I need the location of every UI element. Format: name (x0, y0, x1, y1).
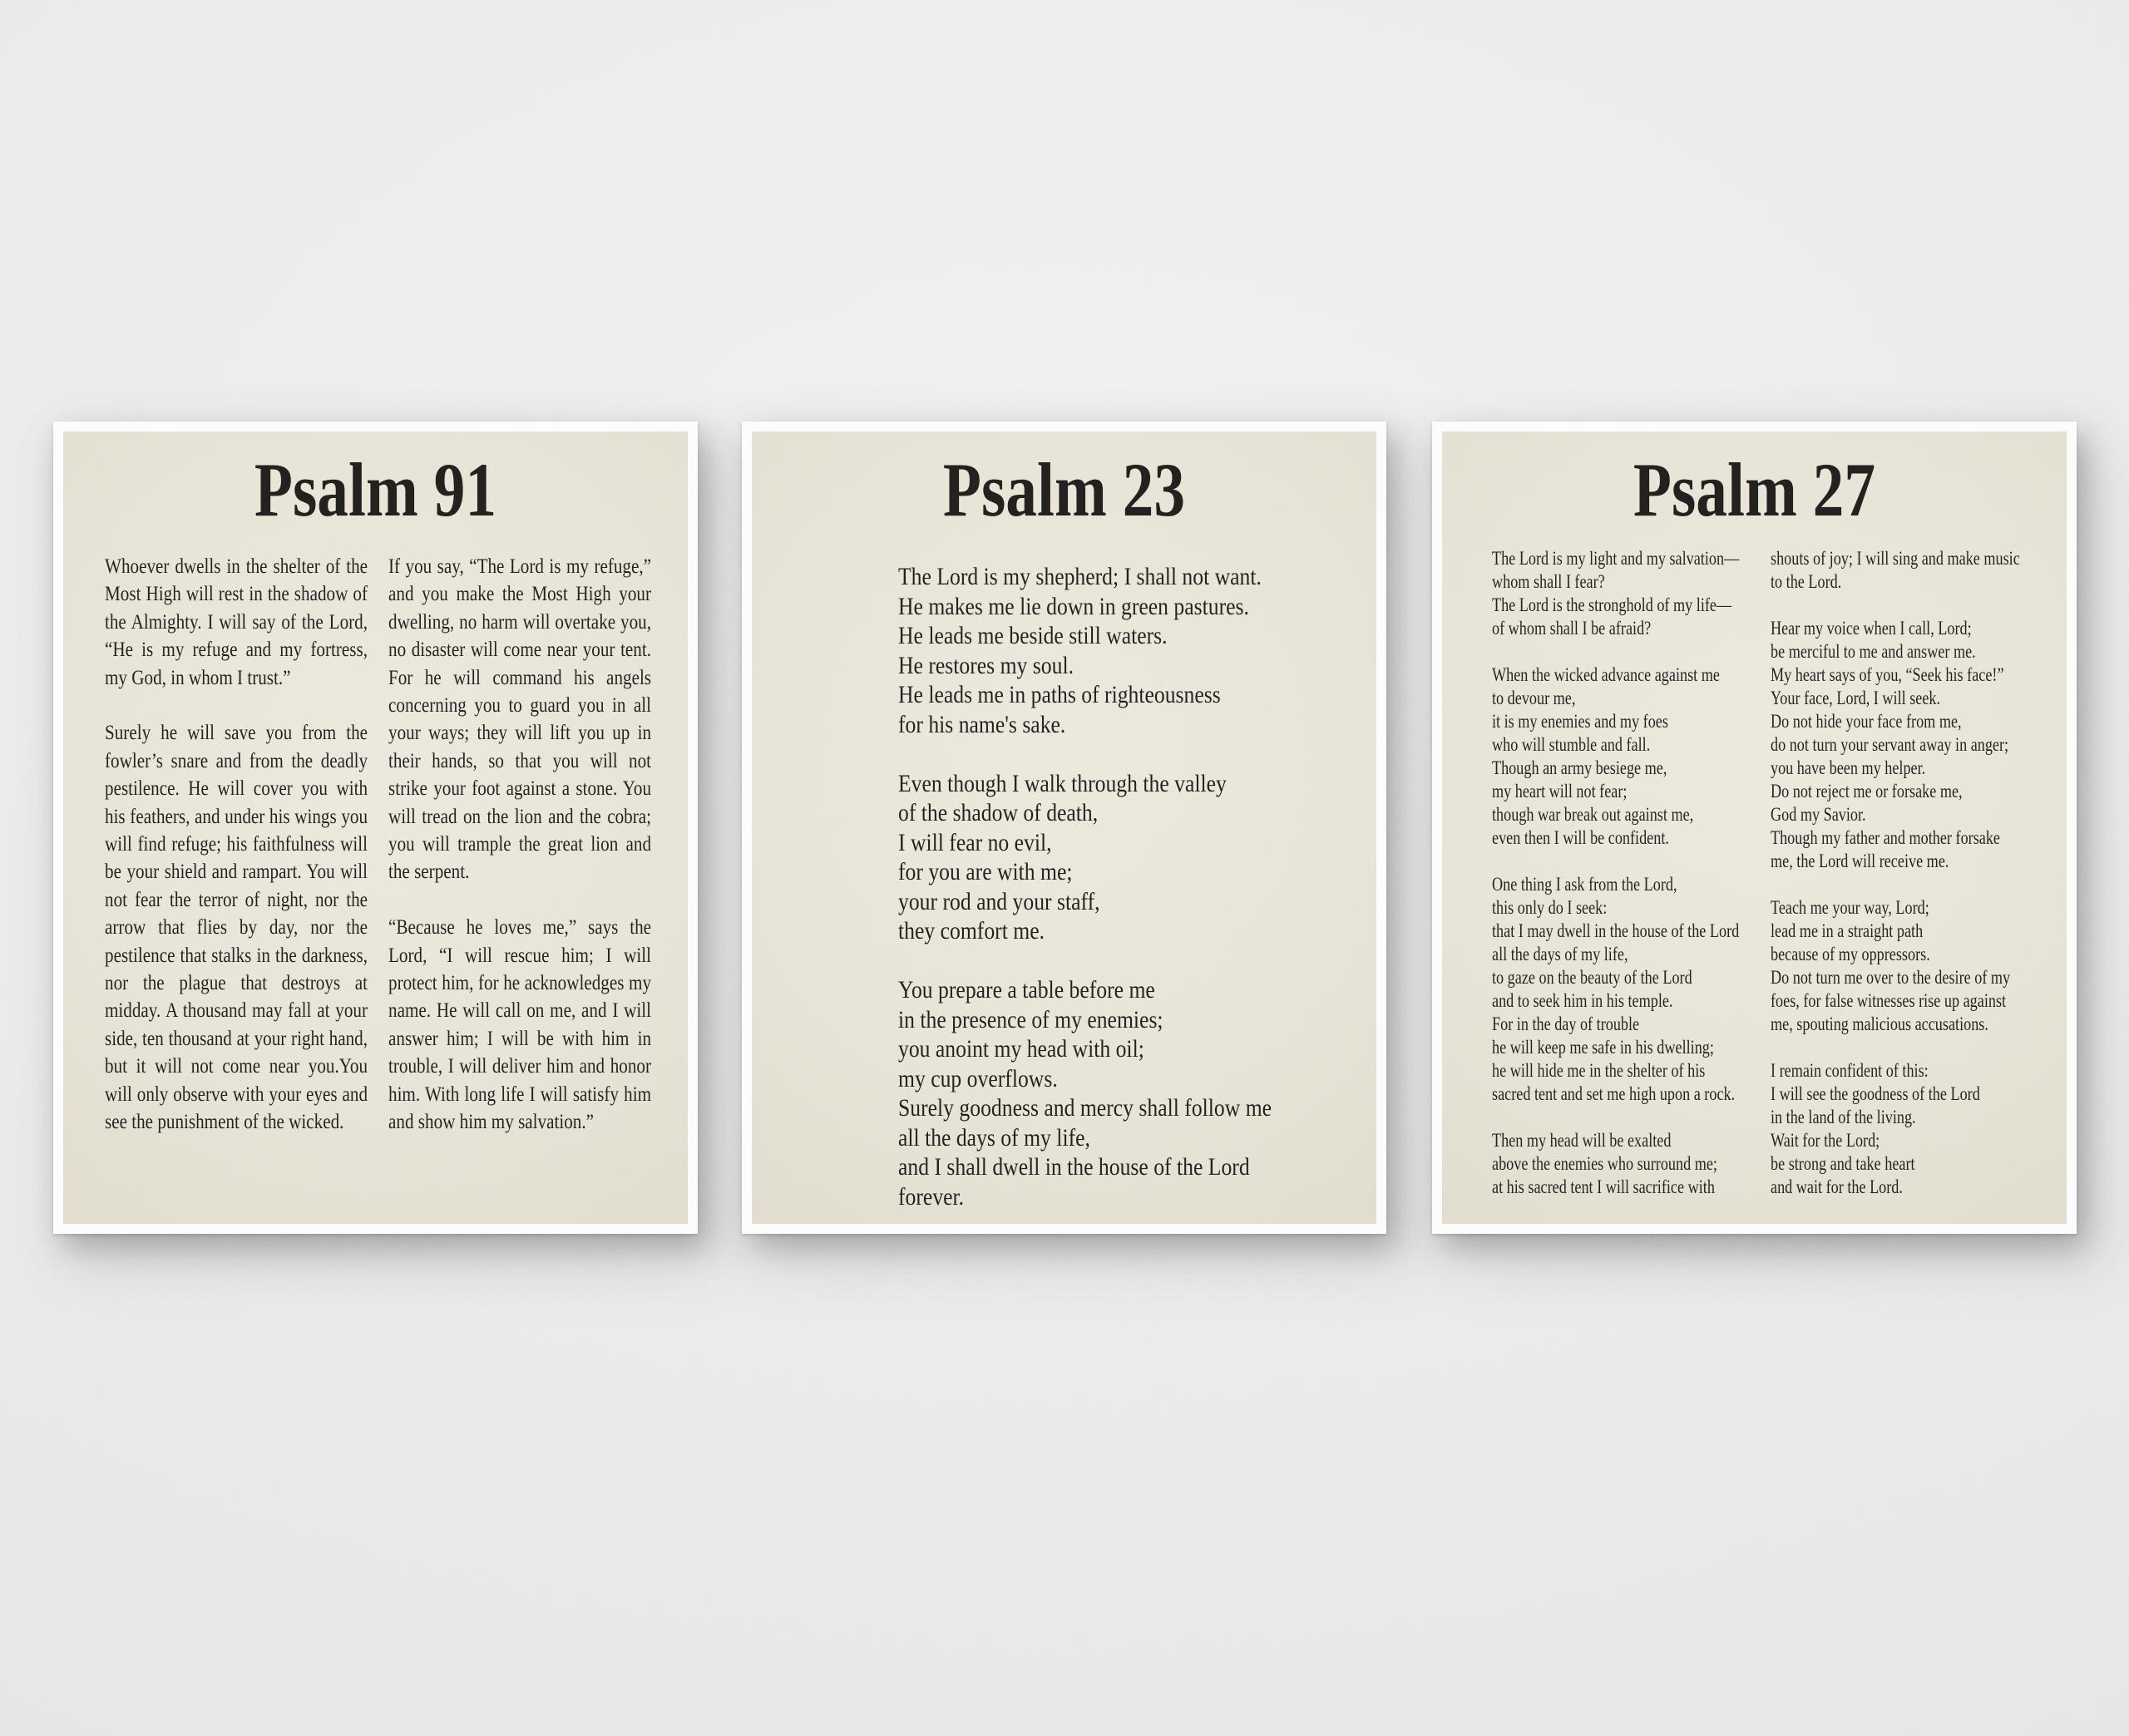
verse-line: Wait for the Lord; (1771, 1130, 1880, 1151)
verse-line: me, spouting malicious accusations. (1771, 1013, 1988, 1034)
verse-line: Hear my voice when I call, Lord; (1771, 618, 1972, 639)
psalm-stanza (898, 770, 1272, 947)
verse-line: and to seek him in his temple. (1492, 990, 1673, 1011)
psalm-stanza (1492, 663, 1739, 850)
verse-line: whom shall I fear? (1492, 571, 1605, 592)
verse-line: I remain confident of this: (1771, 1060, 1929, 1081)
verse-line: sacred tent and set me high upon a rock. (1492, 1083, 1736, 1104)
verse-line: all the days of my life, (898, 1124, 1090, 1152)
verse-line: forever. (898, 1183, 965, 1211)
psalm-paragraph: Surely he will save you from the fowler’s snare and from the deadly pestilence. He will cover you with his feathers, and under his wings you will find refuge; his faithfulness will be your shield and rampart. You will not fear the terror of night, nor the arrow that flies by day, nor the pestilence that stalks in the darkness, nor the plague that destroys at midday. A thousand may fall at your side, ten thousand at your right hand, but it will not come near you.You will only observe with your eyes and see the punishment of the wicked. (105, 722, 368, 1134)
verse-line: The Lord is the stronghold of my life— (1492, 594, 1732, 615)
psalm-27-title: Psalm 27 (1633, 447, 1876, 532)
psalm-27-print (1432, 422, 2077, 1234)
verse-line: Do not hide your face from me, (1771, 711, 1962, 732)
psalm-23-text-block (898, 563, 1272, 1212)
verse-line: even then I will be confident. (1492, 827, 1669, 848)
verse-line: lead me in a straight path (1771, 920, 1924, 941)
verse-line: to the Lord. (1771, 571, 1842, 592)
psalm-stanza (1492, 1129, 1739, 1199)
psalm-paragraph: “Because he loves me,” says the Lord, “I will rescue him; I will protect him, for he acknowledges my name. He will call on me, and I will answer him; I will be with him in trouble, I will deliver him and honor him. With long life I will satisfy him and show him my salvation.” (388, 916, 652, 1134)
verse-line: I will fear no evil, (898, 829, 1052, 856)
verse-line: You prepare a table before me (898, 977, 1155, 1004)
verse-line: to devour me, (1492, 688, 1576, 708)
verse-line: this only do I seek: (1492, 897, 1608, 918)
psalm-91-title: Psalm 91 (254, 447, 497, 532)
psalm-paragraph: If you say, “The Lord is my refuge,” and you make the Most High your dwelling, no harm will overtake you, no disaster will come near your tent. For he will command his angels concerning you to guard you in all your ways; they will lift you up in their hands, so that you will not strike your foot against a stone. You will tread on the lion and the cobra; you will trample the great lion and the serpent. (388, 555, 652, 884)
verse-line: He makes me lie down in green pastures. (898, 593, 1249, 620)
verse-line: you anoint my head with oil; (898, 1036, 1144, 1063)
verse-line: to gaze on the beauty of the Lord (1492, 967, 1692, 988)
verse-line: because of my oppressors. (1771, 944, 1930, 964)
verse-line: He leads me beside still waters. (898, 623, 1168, 649)
verse-line: Do not reject me or forsake me, (1771, 781, 1963, 801)
psalm-91-right-column (388, 553, 651, 1137)
verse-line: He restores my soul. (898, 652, 1074, 679)
psalm-91-left-column (105, 553, 368, 1137)
psalm-stanza (898, 563, 1272, 740)
verse-line: be merciful to me and answer me. (1771, 641, 1976, 662)
verse-line: and wait for the Lord. (1771, 1176, 1903, 1197)
psalm-stanza (1771, 896, 2020, 1036)
verse-line: Do not turn me over to the desire of my (1771, 967, 2011, 988)
verse-line: he will keep me safe in his dwelling; (1492, 1037, 1714, 1058)
verse-line: you have been my helper. (1771, 757, 1926, 778)
verse-line: Surely goodness and mercy shall follow me (898, 1095, 1272, 1122)
verse-line: in the land of the living. (1771, 1107, 1916, 1127)
verse-line: Then my head will be exalted (1492, 1130, 1672, 1151)
verse-line: your rod and your staff, (898, 888, 1100, 915)
verse-line: my heart will not fear; (1492, 781, 1628, 801)
verse-line: he will hide me in the shelter of his (1492, 1060, 1706, 1081)
verse-line: The Lord is my light and my salvation— (1492, 548, 1740, 569)
verse-line: who will stumble and fall. (1492, 734, 1651, 755)
verse-line: do not turn your servant away in anger; (1771, 734, 2009, 755)
verse-line: above the enemies who surround me; (1492, 1153, 1717, 1174)
verse-line: my cup overflows. (898, 1065, 1058, 1092)
psalm-27-right-column (1771, 547, 2020, 1199)
verse-line: I will see the goodness of the Lord (1771, 1083, 1980, 1104)
verse-line: in the presence of my enemies; (898, 1006, 1163, 1033)
psalm-stanza (898, 976, 1272, 1212)
psalm-91-paper (63, 432, 688, 1224)
verse-line: at his sacred tent I will sacrifice with (1492, 1176, 1715, 1197)
psalm-stanza (1771, 1059, 2020, 1199)
psalm-27-paper (1442, 432, 2067, 1224)
verse-line: Though an army besiege me, (1492, 757, 1667, 778)
verse-line: My heart says of you, “Seek his face!” (1771, 664, 2004, 685)
verse-line: and I shall dwell in the house of the Lord (898, 1154, 1250, 1181)
verse-line: For in the day of trouble (1492, 1013, 1640, 1034)
psalm-stanza (1771, 547, 2020, 594)
verse-line: Though my father and mother forsake (1771, 827, 2000, 848)
verse-line: be strong and take heart (1771, 1153, 1915, 1174)
verse-line: of the shadow of death, (898, 800, 1099, 826)
verse-line: Even though I walk through the valley (898, 770, 1227, 797)
verse-line: all the days of my life, (1492, 944, 1628, 964)
verse-line: He leads me in paths of righteousness (898, 682, 1221, 708)
verse-line: that I may dwell in the house of the Lord (1492, 920, 1740, 941)
verse-line: When the wicked advance against me (1492, 664, 1720, 685)
verse-line: of whom shall I be afraid? (1492, 618, 1652, 639)
psalm-23-print (742, 422, 1386, 1234)
verse-line: shouts of joy; I will sing and make music (1771, 548, 2020, 569)
psalm-stanza (1492, 873, 1739, 1106)
verse-line: One thing I ask from the Lord, (1492, 874, 1677, 895)
psalm-23-title: Psalm 23 (942, 447, 1186, 532)
verse-line: foes, for false witnesses rise up against (1771, 990, 2007, 1011)
verse-line: for his name's sake. (898, 711, 1066, 738)
verse-line: Your face, Lord, I will seek. (1771, 688, 1941, 708)
verse-line: for you are with me; (898, 859, 1073, 885)
psalm-27-left-column (1492, 547, 1739, 1199)
verse-line: me, the Lord will receive me. (1771, 851, 1949, 871)
verse-line: they comfort me. (898, 918, 1045, 944)
verse-line: though war break out against me, (1492, 804, 1694, 825)
verse-line: God my Savior. (1771, 804, 1866, 825)
psalm-paragraph: Whoever dwells in the shelter of the Most High will rest in the shadow of the Almighty. I will say of the Lord, “He is my refuge and my fortress, my God, in whom I trust.” (105, 555, 368, 689)
verse-line: The Lord is my shepherd; I shall not want. (898, 564, 1262, 590)
psalm-23-paper (752, 432, 1376, 1224)
psalm-stanza (1771, 617, 2020, 873)
verse-line: it is my enemies and my foes (1492, 711, 1668, 732)
psalm-stanza (1492, 547, 1739, 640)
verse-line: Teach me your way, Lord; (1771, 897, 1929, 918)
psalm-91-print (53, 422, 698, 1234)
